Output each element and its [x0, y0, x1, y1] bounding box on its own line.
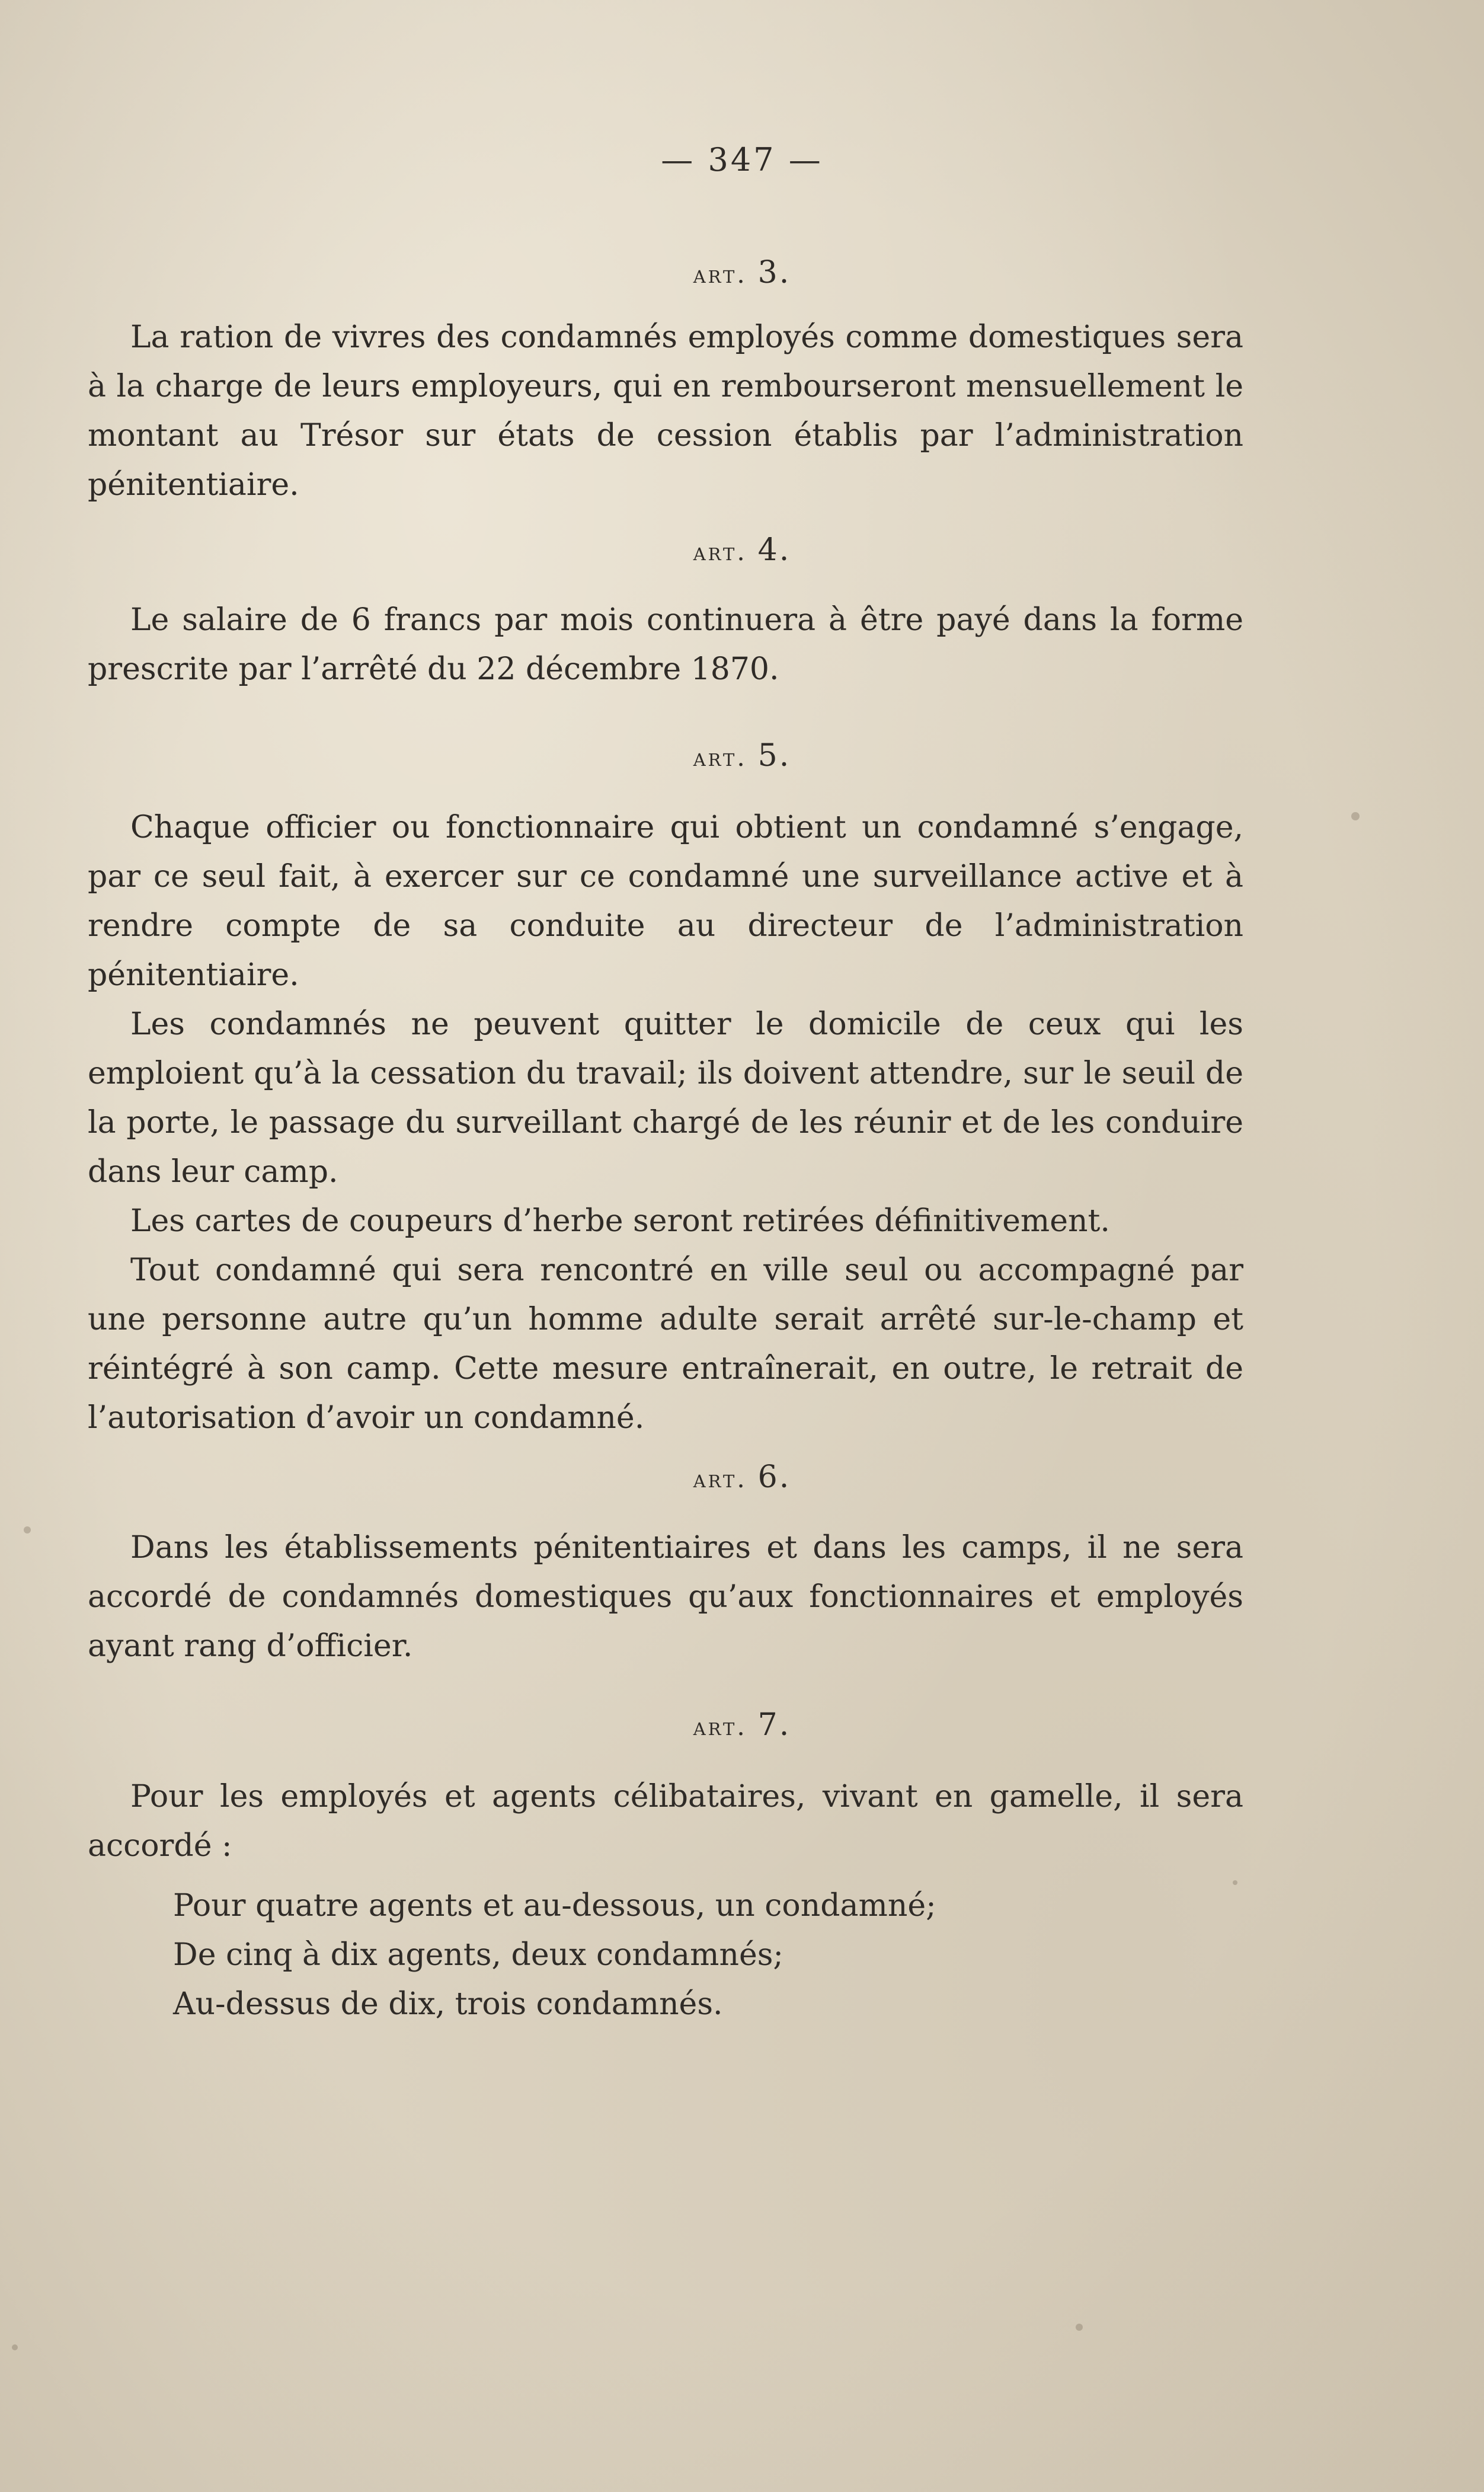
article-label: art. [693, 537, 747, 566]
article-heading-4 [0, 532, 1484, 568]
article-number: 7. [757, 1707, 791, 1743]
paper-speck [1233, 1880, 1237, 1885]
paragraph: Chaque officier ou fonctionnaire qui obtient un condamné s’engage, par ce seul fait, à exercer sur ce condamné une surveillance active et à rendre compte de sa conduite au directeur de l’administration pénitentiaire. [88, 810, 1243, 993]
paragraph: Pour les employés et agents célibataires, vivant en gamelle, il sera accordé : [88, 1779, 1243, 1864]
article-heading-3 [0, 255, 1484, 290]
article-label: art. [693, 1464, 747, 1493]
article-heading-7 [0, 1707, 1484, 1743]
paragraph: Dans les établissements pénitentiaires et dans les camps, il ne sera accordé de condamnés domestiques qu’aux fonctionnaires et employés ayant rang d’officier. [88, 1530, 1243, 1664]
article-3-body [88, 313, 1243, 510]
paper-speck [24, 1526, 31, 1533]
list-item: De cinq à dix agents, deux condamnés; [173, 1937, 783, 1973]
paragraph: Les cartes de coupeurs d’herbe seront retirées définitivement. [130, 1203, 1110, 1239]
paragraph: Le salaire de 6 francs par mois continuera à être payé dans la forme prescrite par l’arrêté du 22 décembre 1870. [88, 602, 1243, 687]
article-4-body [88, 596, 1243, 694]
paper-speck [1076, 2324, 1083, 2331]
paper-speck [1351, 812, 1360, 820]
list-item: Au-dessus de dix, trois condamnés. [173, 1986, 723, 2022]
article-heading-6 [0, 1459, 1484, 1495]
article-7-body [88, 1772, 1243, 2029]
article-label: art. [693, 260, 747, 289]
article-5-body [88, 803, 1243, 1443]
paper-speck [12, 2344, 18, 2350]
article-number: 5. [757, 738, 791, 774]
article-number: 6. [757, 1459, 791, 1495]
paragraph: Tout condamné qui sera rencontré en ville seul ou accompagné par une personne autre qu’un homme adulte serait arrêté sur-le-champ et réintégré à son camp. Cette mesure entraînerait, en outre, le retrait de l’autorisation d’avoir un condamné. [88, 1253, 1243, 1436]
paragraph: Les condamnés ne peuvent quitter le domicile de ceux qui les emploient qu’à la cessation du travail; ils doivent attendre, sur le seuil de la porte, le passage du surveillant chargé de les réunir et de les conduire dans leur camp. [88, 1007, 1243, 1190]
list-item: Pour quatre agents et au-dessous, un condamné; [173, 1888, 936, 1924]
article-number: 4. [757, 532, 791, 568]
article-label: art. [693, 743, 747, 772]
article-6-body [88, 1523, 1243, 1671]
paragraph: La ration de vivres des condamnés employés comme domestiques sera à la charge de leurs employeurs, qui en rembourseront mensuellement le montant au Trésor sur états de cession établis par l’administration pénitentiaire. [88, 320, 1243, 503]
article-number: 3. [757, 255, 791, 290]
article-heading-5 [0, 738, 1484, 774]
article-label: art. [693, 1712, 747, 1741]
page-number: — 347 — [661, 141, 823, 178]
